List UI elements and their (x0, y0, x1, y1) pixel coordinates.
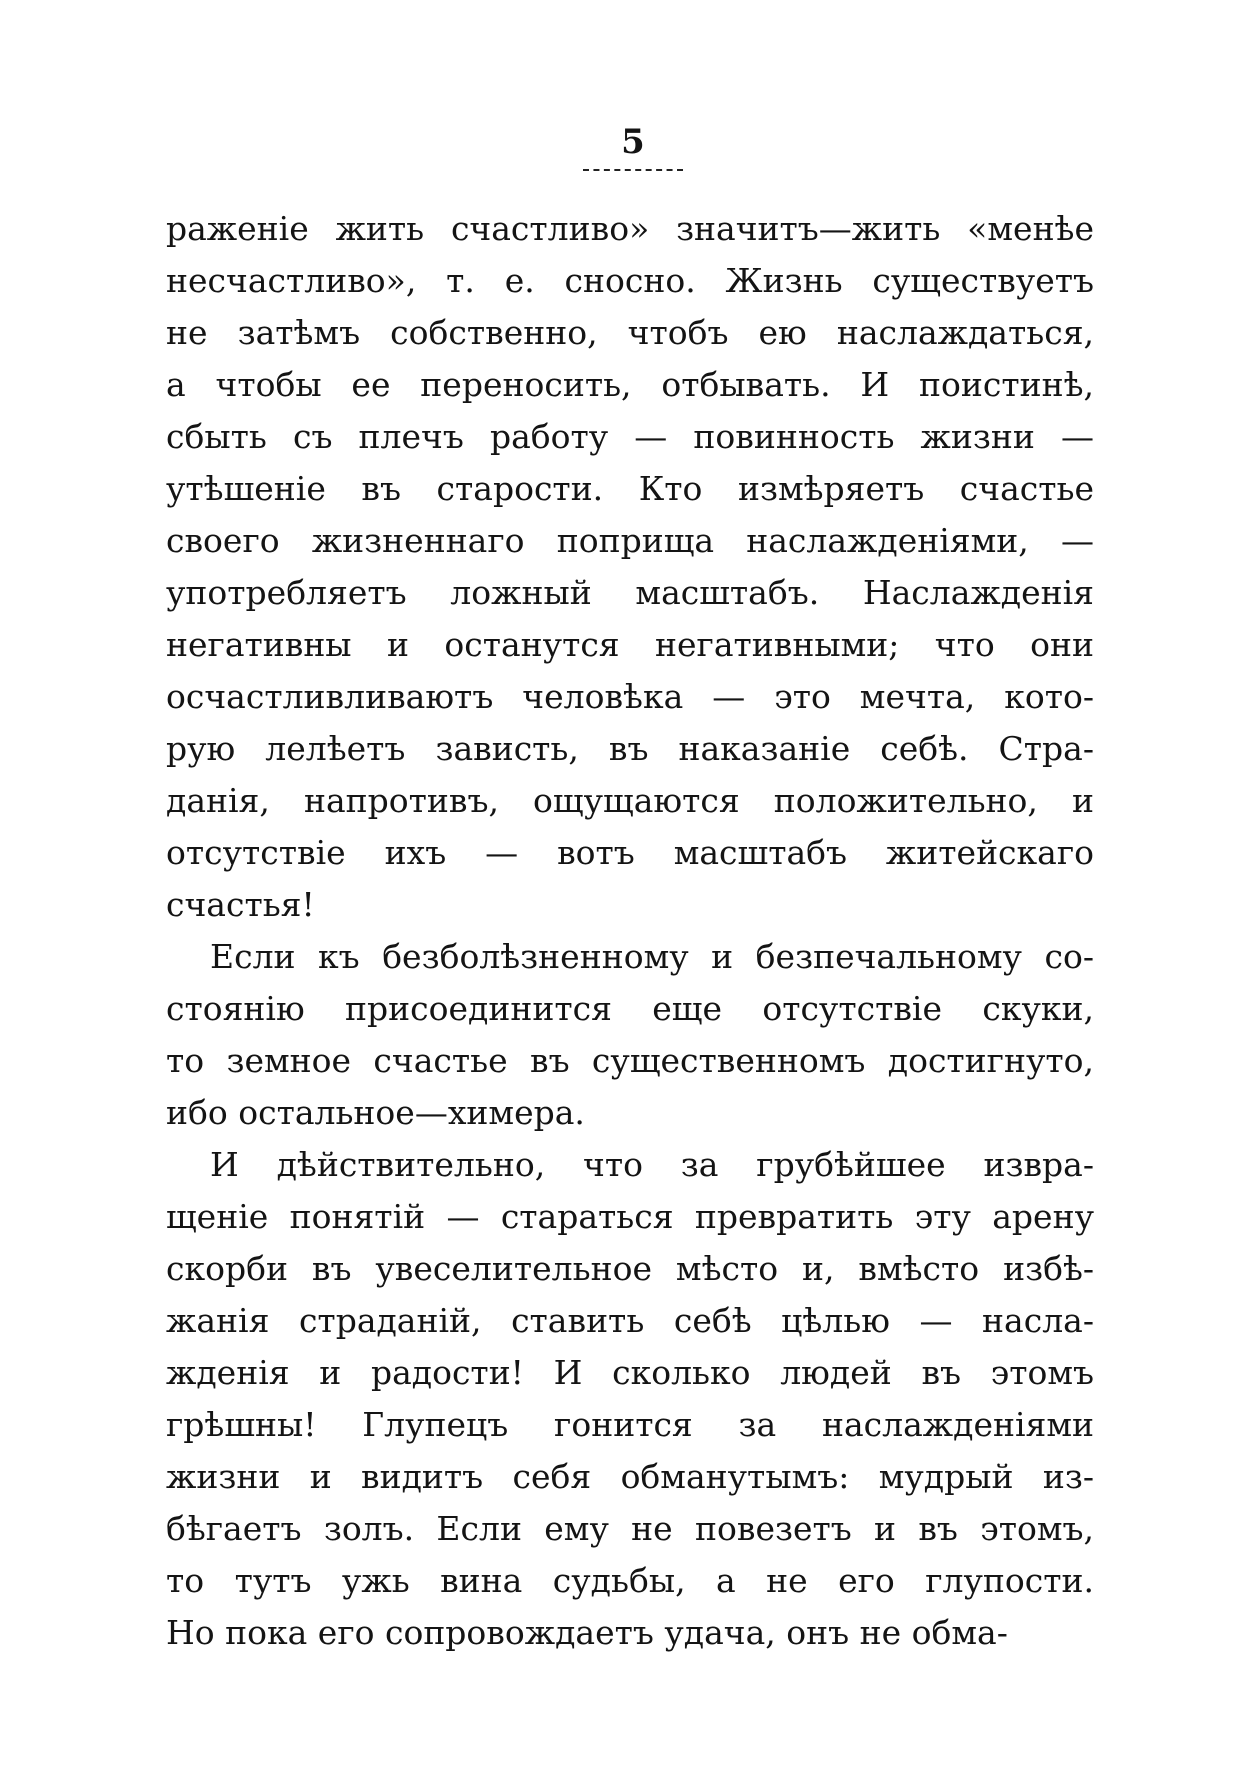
paragraph (166, 203, 1094, 931)
paragraph (166, 1139, 1094, 1659)
text-line: жденія и радости! И сколько людей въ этомъ (166, 1353, 1094, 1392)
text-line: грѣшны! Глупецъ гонится за наслажденіями (166, 1405, 1094, 1444)
text-line: Но пока его сопровождаетъ удача, онъ не обма- (166, 1613, 1008, 1652)
page-number-rule (583, 169, 683, 171)
text-line: Если къ безболѣзненному и безпечальному со- (210, 937, 1094, 976)
text-line: утѣшеніе въ старости. Кто измѣряетъ счастье (166, 469, 1094, 508)
text-line: счастья! (166, 885, 315, 924)
text-line: жанія страданій, ставить себѣ цѣлью — насла- (166, 1301, 1094, 1340)
text-line: ибо остальное—химера. (166, 1093, 585, 1132)
text-line: рую лелѣетъ зависть, въ наказаніе себѣ. Стра- (166, 729, 1094, 768)
text-line: своего жизненнаго поприща наслажденіями, — (166, 521, 1094, 560)
text-line: И дѣйствительно, что за грубѣйшее извра- (210, 1145, 1094, 1184)
text-line: данія, напротивъ, ощущаются положительно, и (166, 781, 1094, 820)
text-line: употребляетъ ложный масштабъ. Наслажденія (166, 573, 1094, 612)
text-line: щеніе понятій — стараться превратить эту арену (166, 1197, 1094, 1236)
text-line: жизни и видитъ себя обманутымъ: мудрый из- (166, 1457, 1094, 1496)
text-line: то тутъ ужь вина судьбы, а не его глупости. (166, 1561, 1094, 1600)
page-number: 5 (621, 122, 645, 162)
text-line: сбыть съ плечъ работу — повинность жизни — (166, 417, 1094, 456)
text-line: то земное счастье въ существенномъ достигнуто, (166, 1041, 1094, 1080)
text-line: не затѣмъ собственно, чтобъ ею наслаждаться, (166, 313, 1094, 352)
text-line: стоянію присоединится еще отсутствіе скуки, (166, 989, 1094, 1028)
paragraph (166, 931, 1094, 1139)
text-line: отсутствіе ихъ — вотъ масштабъ житейскаго (166, 833, 1094, 872)
text-line: бѣгаетъ золъ. Если ему не повезетъ и въ этомъ, (166, 1509, 1094, 1548)
text-line: негативны и останутся негативными; что они (166, 625, 1094, 664)
text-line: несчастливо», т. е. сносно. Жизнь существуетъ (166, 261, 1094, 300)
body-text (166, 203, 1094, 1659)
text-line: скорби въ увеселительное мѣсто и, вмѣсто избѣ- (166, 1249, 1094, 1288)
text-line: осчастливливаютъ человѣка — это мечта, кото- (166, 677, 1094, 716)
text-line: раженіе жить счастливо» значитъ—жить «менѣе (166, 209, 1094, 248)
text-line: а чтобы ее переносить, отбывать. И поистинѣ, (166, 365, 1094, 404)
